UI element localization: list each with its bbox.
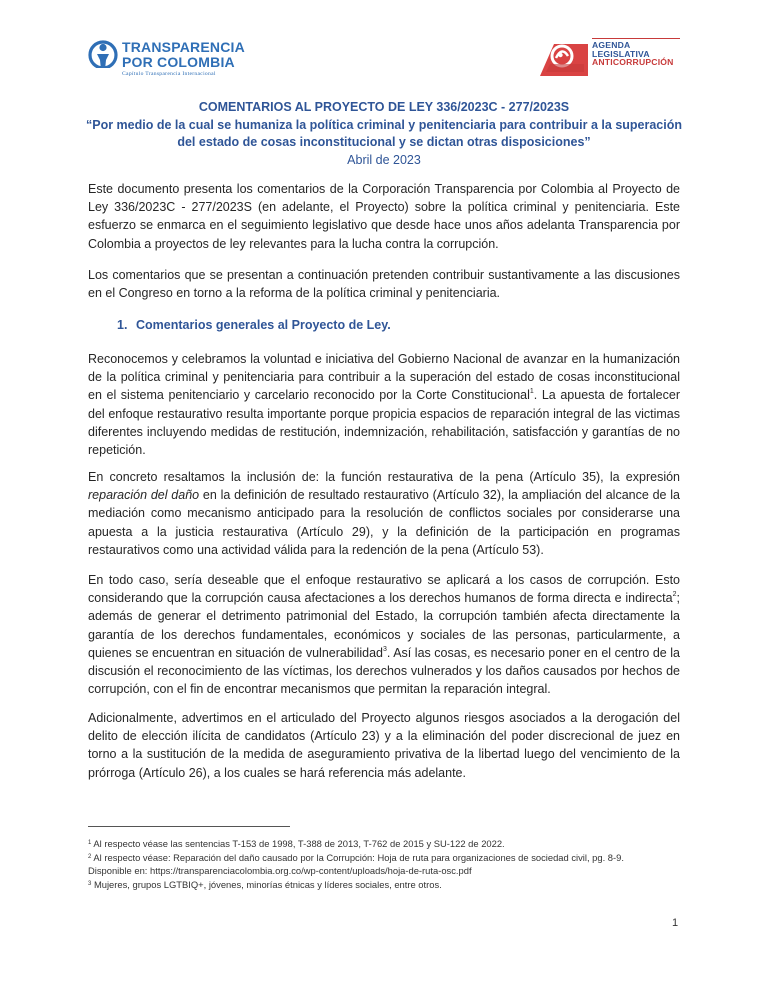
footnote-ref-2[interactable]: 2	[672, 591, 677, 599]
transparencia-person-icon	[88, 40, 118, 74]
document-date: Abril de 2023	[347, 152, 421, 167]
footnote-1: $^1$ Al respecto véase las sentencias T-153 de 1998, T-388 de 2013, T-762 de 2015 y SU-122 de 2022.	[88, 838, 505, 849]
emphasis-text: reparación del daño	[88, 488, 200, 503]
footnote-2: $^2$ Al respecto véase: Reparación del daño causado por la Corrupción: Hoja de ruta para organizaciones de sociedad civil, pg. 8-9. Disponible en: https://transparenciacolombia.org.co/wp-content/uploads/hoja-de-ruta-osc.pdf	[88, 852, 624, 877]
transparencia-logo	[88, 40, 245, 78]
footnote-ref-3[interactable]: 3	[382, 645, 387, 653]
section-heading	[117, 318, 391, 332]
intro-paragraph-1: Este documento presenta los comentarios de la Corporación Transparencia por Colombia al Proyecto de Ley 336/2023C - 277/2023S (en adelante, el Proyecto) sobre la política criminal y penitenciaria. Este esfuerzo se enmarca en el seguimiento legislativo que desde hace unos años adelanta Transparencia por Colombia a proyectos de ley relevantes para la lucha contra la corrupción.	[88, 182, 680, 251]
document-title-block	[80, 99, 688, 169]
agenda-legislativa-emblem-icon	[540, 38, 588, 76]
intro-paragraph-2: Los comentarios que se presentan a continuación pretenden contribuir sustantivamente a las discusiones en el Congreso en torno a la reforma de la política criminal y penitenciaria.	[88, 268, 680, 301]
footnote-divider	[88, 826, 290, 827]
footnote-3: $^3$ Mujeres, grupos LGTBIQ+, jóvenes, minorías étnicas y líderes sociales, entre otros.	[88, 879, 442, 890]
document-subtitle-line-2: del estado de cosas inconstitucional y se dictan otras disposiciones”	[177, 135, 591, 149]
section-paragraph-4: Adicionalmente, advertimos en el articulado del Proyecto algunos riesgos asociados a la derogación del delito de elección ilícita de candidatos (Artículo 23) y a la eliminación del poder discrecional de juez en torno a la sustitución de la medida de aseguramiento privativa de la libertad luego del vencimiento de la prórroga (Artículo 26), a los cuales se hará referencia más adelante.	[88, 711, 680, 780]
logo-line-1: TRANSPARENCIA	[122, 39, 245, 55]
document-subtitle-line-1: “Por medio de la cual se humaniza la política criminal y penitenciaria para contribuir a la superación	[85, 117, 683, 132]
section-paragraph-3: En todo caso, sería deseable que el enfoque restaurativo se aplicará a los casos de corrupción. Esto considerando que la corrupción causa afectaciones a los derechos humanos de forma directa e indirecta$^2$; además de generar el detrimento patrimonial del Estado, la corrupción también afecta directamente la garantía de los derechos fundamentales, económicos y sociales de las personas, particularmente, a quienes se encuentran en situación de vulnerabilidad$^3$. Así las cosas, es necesario poner en el centro de la discusión el reconocimiento de las víctimas, los derechos vulnerados y los daños causados por hechos de corrupción, con el fin de encontrar mecanismos que permitan la reparación integral.	[88, 573, 681, 697]
logo-legislativa: LEGISLATIVA	[592, 48, 650, 59]
page-number: 1	[672, 917, 679, 929]
section-number: 1.	[117, 318, 128, 332]
document-title: COMENTARIOS AL PROYECTO DE LEY 336/2023C - 277/2023S	[198, 100, 570, 114]
logo-agenda: AGENDA	[592, 40, 631, 50]
section-paragraph-2: En concreto resaltamos la inclusión de: la función restaurativa de la pena (Artículo 35), la expresión reparación del daño en la definición de resultado restaurativo (Artículo 32), la ampliación del alcance de la mediación como mecanismo anticipado para la resolución de conflictos sociales por considerarse una apuesta a la justicia restaurativa (Artículo 29), y la definición de la participación en programas restaurativos como una actividad válida para la redención de la pena (Artículo 53).	[88, 470, 680, 557]
logo-subtitle: Capítulo Transparencia Internacional	[122, 71, 216, 77]
footnote-ref-1[interactable]: 1	[529, 388, 534, 396]
section-paragraph-1: Reconocemos y celebramos la voluntad e iniciativa del Gobierno Nacional de avanzar en la humanización de la política criminal y penitenciaria para contribuir a la superación del estado de cosas inconstitucional en el sistema penitenciario y carcelario reconocido por la Corte Constitucional$^1$. La apuesta de fortalecer del enfoque restaurativo resulta importante porque propicia espacios de reparación integral de las victimas diferentes incluyendo medidas de restitución, indemnización, rehabilitación, satisfacción y garantías de no repetición.	[88, 352, 680, 458]
logo-anticorrupcion: ANTICORRUPCIÓN	[592, 57, 674, 68]
logo-divider	[592, 38, 680, 39]
agenda-anticorrupcion-logo	[540, 38, 680, 76]
footnote-2-link[interactable]: Disponible en: https://transparenciacolombia.org.co/wp-content/uploads/hoja-de-ruta-osc.pdf	[88, 865, 472, 877]
section-title: Comentarios generales al Proyecto de Ley.	[136, 318, 391, 332]
logo-line-2: POR COLOMBIA	[122, 54, 235, 70]
